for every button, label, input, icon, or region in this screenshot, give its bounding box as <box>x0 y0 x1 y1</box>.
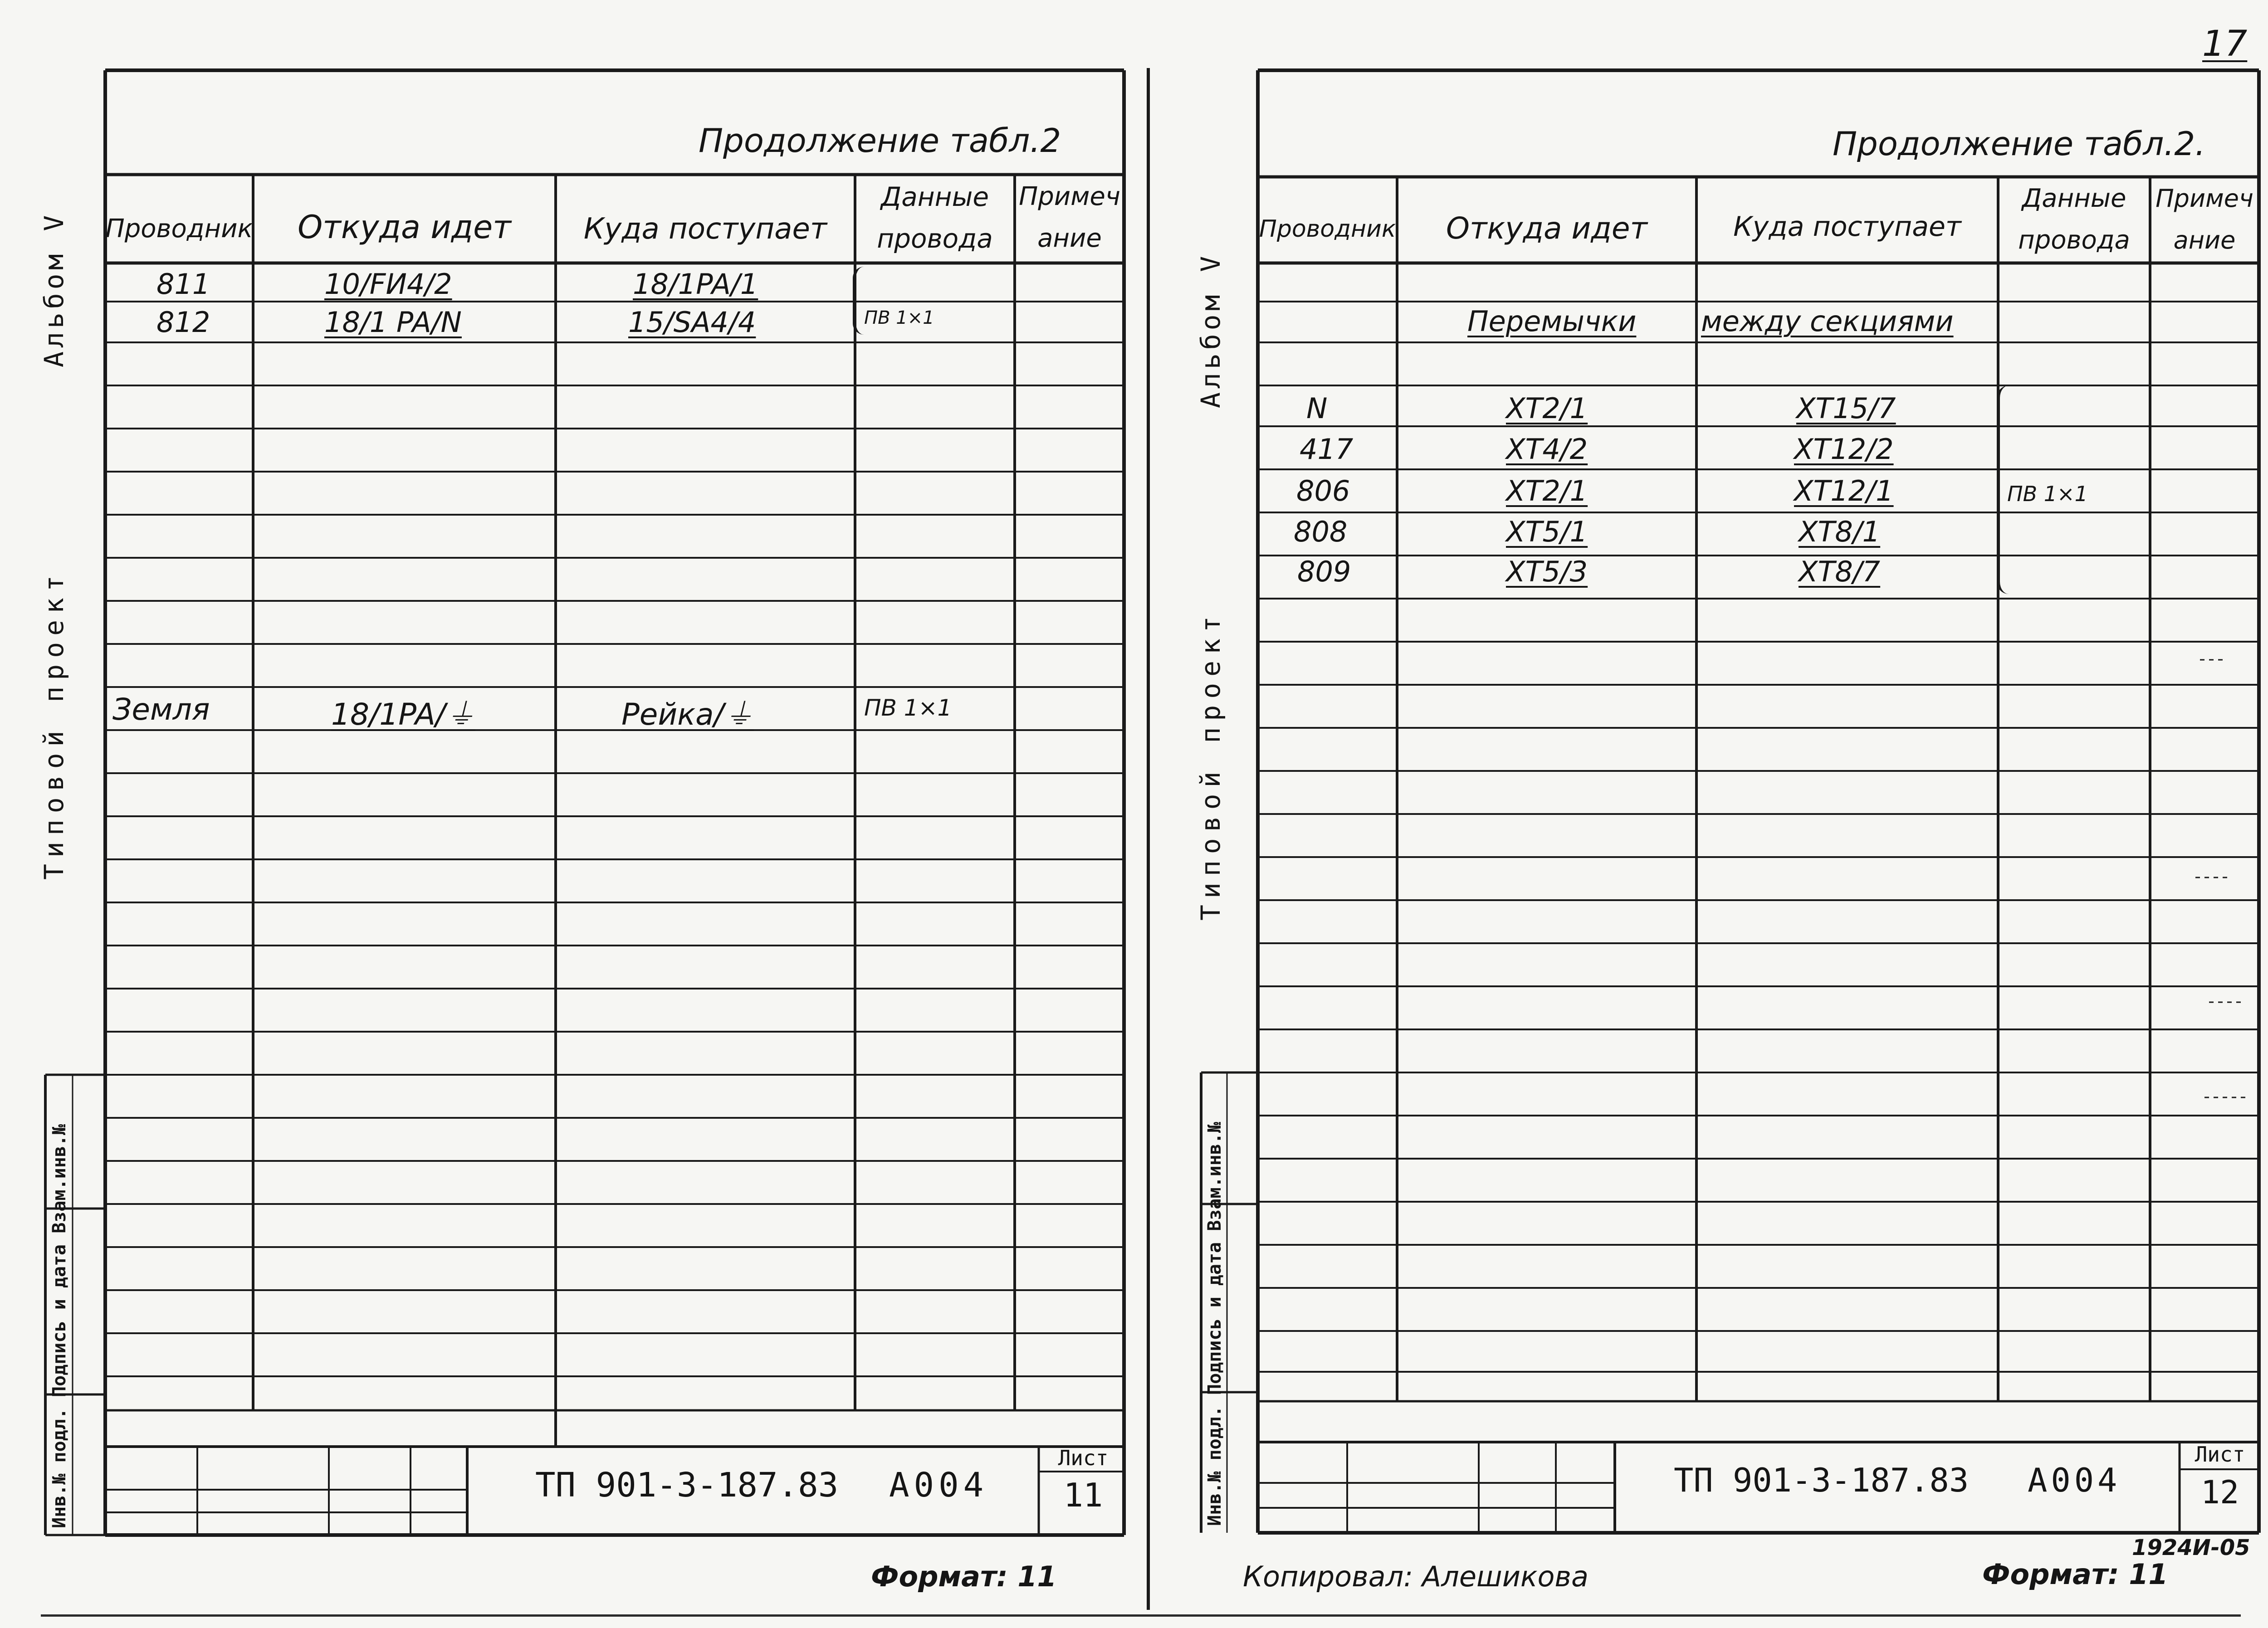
format-label: Формат: 11 <box>1982 1558 2168 1591</box>
cell-from: XT4/2 <box>1506 433 1588 466</box>
section-heading-part1: Перемычки <box>1467 305 1637 338</box>
cell-to: XT8/7 <box>1799 555 1881 588</box>
cell-from: 18/1 PA/N <box>324 306 462 339</box>
cell-to: XT15/7 <box>1796 392 1896 425</box>
album-side-label: Альбом V <box>1195 252 1226 408</box>
table-row <box>1152 389 2268 425</box>
cell-to: XT12/2 <box>1794 433 1894 466</box>
header-from: Откуда идет <box>298 209 511 246</box>
cell-from: XT5/1 <box>1506 515 1588 548</box>
cell-conductor: 812 <box>156 306 210 339</box>
cell-conductor: 806 <box>1296 474 1350 507</box>
title-block-sheet-number: 11 <box>1063 1476 1103 1514</box>
project-side-label: Типовой проект <box>39 569 69 880</box>
title-block-sheet-number: 12 <box>2200 1474 2239 1511</box>
archive-stamp-code: 1924И-05 <box>2132 1535 2250 1560</box>
header-to: Куда поступает <box>1733 211 1961 243</box>
table-row <box>1152 430 2268 466</box>
header-note-text: Примечание <box>1019 182 1120 253</box>
title-block-sheet-label: Лист <box>2195 1442 2245 1467</box>
table-row <box>1152 512 2268 549</box>
cell-conductor: 811 <box>156 268 210 301</box>
cell-from: XT2/1 <box>1506 392 1588 425</box>
cell-conductor: 417 <box>1300 433 1354 466</box>
cell-conductor: 808 <box>1294 515 1348 548</box>
header-note <box>1016 176 1123 259</box>
table-row <box>0 303 1152 339</box>
cell-to: 15/SA4/4 <box>628 306 756 339</box>
stamp-column-label: Инв.№ подл. Подпись и дата Взам.инв.№ <box>49 1124 70 1528</box>
header-note <box>2151 178 2258 261</box>
cell-conductor: Земля <box>112 692 210 727</box>
format-label: Формат: 11 <box>871 1560 1057 1593</box>
header-from: Откуда идет <box>1446 211 1647 246</box>
header-to: Куда поступает <box>583 212 827 246</box>
cell-wire: ПВ 1×1 <box>864 695 952 721</box>
cell-conductor: N <box>1306 392 1328 425</box>
continuation-title: Продолжение табл.2 <box>699 122 1061 160</box>
cell-from: 10/FИ4/2 <box>324 268 452 301</box>
header-wire-data <box>855 176 1015 259</box>
cell-from: 18/1PA/⏚ <box>331 697 476 732</box>
cell-to: XT12/1 <box>1794 474 1894 507</box>
header-conductor: Проводник <box>1259 215 1396 243</box>
cell-from: XT2/1 <box>1506 474 1588 507</box>
copied-by: Копировал: Алешикова <box>1243 1560 1589 1593</box>
header-wire-data <box>1998 178 2150 261</box>
title-block-album: А004 <box>889 1466 988 1505</box>
stamp-column-label: Инв.№ подл. Подпись и дата Взам.инв.№ <box>1204 1121 1225 1526</box>
table-row <box>1152 552 2268 589</box>
header-wire-data-text: Данные провода <box>877 181 993 254</box>
table-row <box>0 688 1152 732</box>
table-row <box>1152 472 2268 508</box>
cell-to: Рейка/⏚ <box>621 697 754 732</box>
title-block-document: ТП 901-3-187.83 <box>1674 1461 1969 1499</box>
page-number: 17 <box>2202 24 2248 64</box>
album-side-label: Альбом V <box>39 211 69 367</box>
wire-group-brace <box>853 267 864 335</box>
cell-conductor: 809 <box>1297 555 1351 588</box>
cell-to: XT8/1 <box>1799 515 1881 548</box>
header-conductor: Проводник <box>105 214 253 244</box>
cell-to: 18/1PA/1 <box>633 268 758 301</box>
cell-wire: ПВ 1×1 <box>864 307 934 328</box>
title-block-album: А004 <box>2028 1461 2121 1499</box>
group-wire-label: ПВ 1×1 <box>2007 482 2088 506</box>
right-sheet <box>1152 0 2268 1628</box>
title-block-document: ТП 901-3-187.83 <box>535 1466 839 1505</box>
section-heading-part2: между секциями <box>1701 305 1954 338</box>
header-note-text: Примечание <box>2156 184 2253 254</box>
continuation-title: Продолжение табл.2. <box>1833 125 2206 163</box>
header-wire-data-text: Данные провода <box>2018 184 2130 255</box>
title-block-sheet-label: Лист <box>1058 1446 1109 1470</box>
table-row <box>0 264 1152 300</box>
project-side-label: Типовой проект <box>1195 610 1226 921</box>
cell-from: XT5/3 <box>1506 555 1588 588</box>
